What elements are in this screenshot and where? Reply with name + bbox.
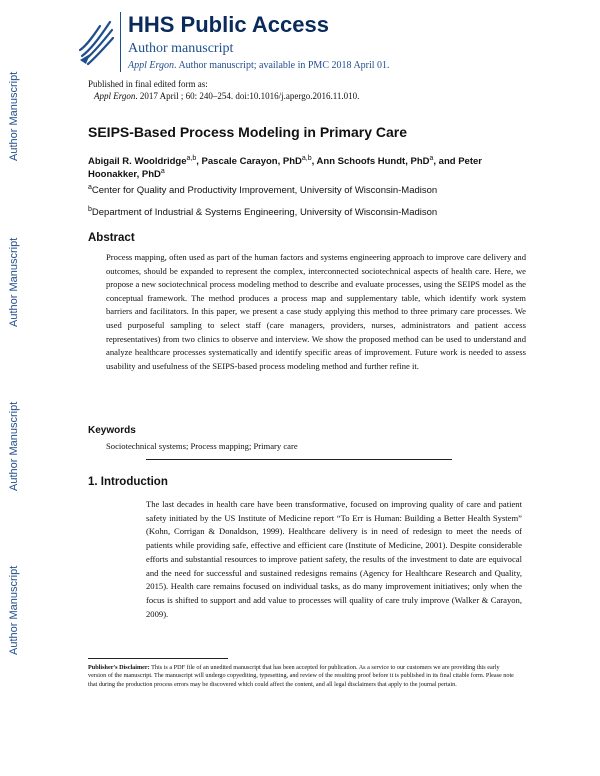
affiliation-a: $^a$Center for Quality and Productivity Improvement, University of Wisconsin-Madison xyxy=(88,183,438,196)
side-label-4: Author Manuscript xyxy=(8,565,20,655)
author-list: Abigail R. Wooldridge$^{a,b}$, Pascale Carayon, PhD$^{a,b}$, Ann Schoofs Hundt, PhD$^a$, and Peter Hoonakker, PhD$^a$ xyxy=(88,154,482,180)
author-name: Pascale Carayon, PhD xyxy=(201,156,302,167)
publication-info xyxy=(88,78,359,102)
affiliation-b: $^b$Department of Industrial & Systems Engineering, University of Wisconsin-Madison xyxy=(88,205,438,218)
author-name: Peter Hoonakker, PhD xyxy=(88,156,482,180)
keywords-heading: Keywords xyxy=(88,425,136,436)
hhs-title: HHS Public Access xyxy=(128,12,329,37)
pub-citation: Appl Ergon. 2017 April ; 60: 240–254. doi:10.1016/j.apergo.2016.11.010. xyxy=(94,91,360,101)
keywords-text: Sociotechnical systems; Process mapping; Primary care xyxy=(106,441,298,451)
paper-title: SEIPS-Based Process Modeling in Primary Care xyxy=(88,124,408,140)
side-label-3: Author Manuscript xyxy=(8,401,20,491)
manuscript-type: Author manuscript xyxy=(128,41,234,56)
journal-availability: Appl Ergon. Author manuscript; available in PMC 2018 April 01. xyxy=(128,60,390,71)
pub-label: Published in final edited form as: xyxy=(88,79,208,89)
abstract-text: Process mapping, often used as part of the human factors and systems engineering approach to improve care delivery and outcomes, should be expanded to represent the complex, interconnected sociotechnical aspects of health care. Here, we propose a new sociotechnical process modeling method to describe and evaluate processes, using the SEIPS model as the conceptual framework. The method produces a process map and supplementary table, which identify work system barriers and facilitators. In this paper, we present a case study applying this method to three primary care processes. We used purposeful sampling to select staff (care managers, providers, nurses, administrators and patient access representatives) from two clinics to observe and interview. We show the proposed method can be used to understand and analyze healthcare processes systematically and identify specific areas of improvement. Future work is needed to assess usability and usefulness of the SEIPS-based process modeling method and further refine it. xyxy=(106,252,526,371)
author-name: Ann Schoofs Hundt, PhD xyxy=(316,156,430,167)
publisher-disclaimer: Publisher's Disclaimer: This is a PDF file of an unedited manuscript that has been accepted for publication. As a service to our customers we are providing this early version of the manuscript. The manuscript will undergo copyediting, typesetting, and review of the resulting proof before it is published in its final citable form. Please note that during the production process errors may be discovered which could affect the content, and all legal disclaimers that apply to the journal pertain. xyxy=(88,664,514,688)
side-label-2: Author Manuscript xyxy=(8,237,20,327)
keywords-divider xyxy=(146,459,452,460)
introduction-text: The last decades in health care have been transformative, focused on improving quality of care and patient safety initiated by the US Institute of Medicine report “To Err is Human: Building a Better Health System” (Kohn, Corrigan & Donaldson, 1999). Healthcare delivery is in need of redesign to meet the needs of patients while providing safe, effective and efficient care (Institute of Medicine, 2001). Despite considerable efforts and substantial resources to improve patient safety, the results of the investment to date are equivocal and the need for successful and sustained redesigns remains (Agency for Healthcare Research and Quality, 2015). Health care remains focused on individual tasks, as do many improvement initiatives; only when the focus is shifted to support and add value to processes will quality of care truly improve (Walker & Carayon, 2009). xyxy=(146,499,522,619)
footnote-divider xyxy=(88,658,228,659)
abstract-heading: Abstract xyxy=(88,232,135,244)
side-label-1: Author Manuscript xyxy=(8,71,20,161)
author-name: Abigail R. Wooldridge xyxy=(88,156,187,167)
hhs-header xyxy=(76,12,516,72)
introduction-heading: 1. Introduction xyxy=(88,476,168,488)
hhs-eagle-logo-icon xyxy=(76,16,116,68)
header-divider xyxy=(120,12,121,72)
